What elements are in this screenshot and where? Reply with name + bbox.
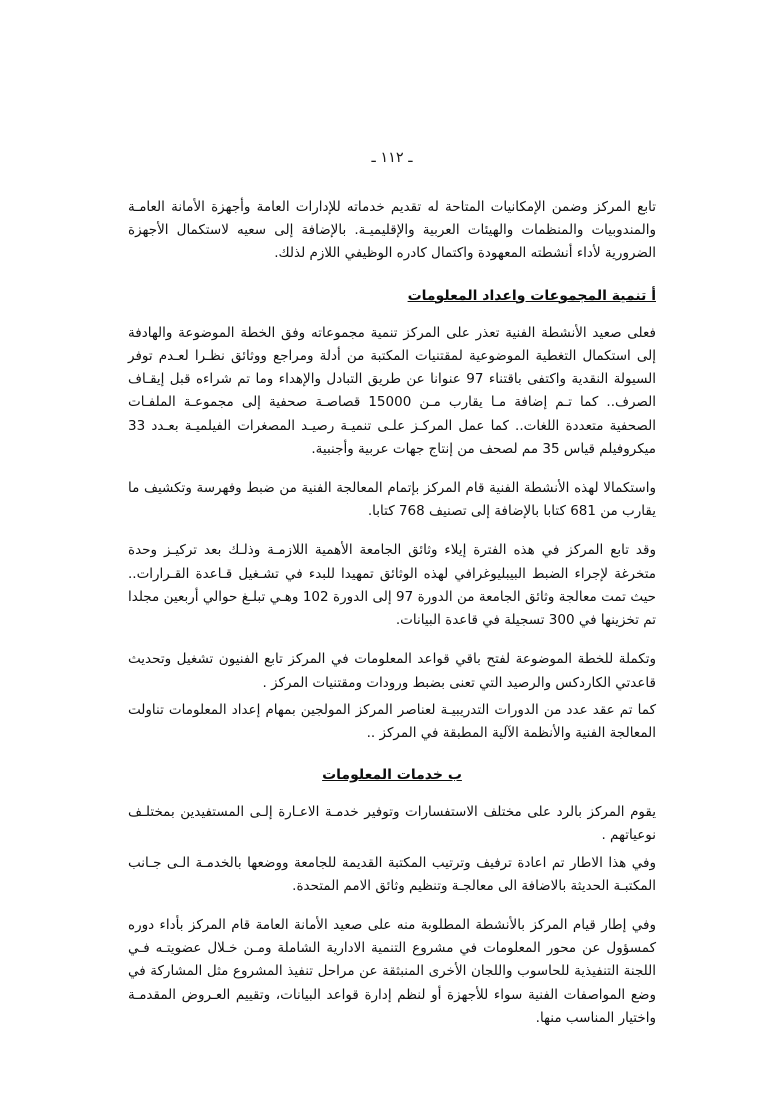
paragraph: وفي إطار قيام المركز بالأنشطة المطلوبة منه على صعيد الأمانة العامة قام المركز بأداء دوره كمسؤول عن محور المعلومات في مشروع التنمية الادارية الشاملة ومـن خـلال عضويتـه فـي اللجنة التنفيذية للحاسوب واللجان الأخرى المنبثقة عن مراحل تنفيذ المشروع مثل المشاركة في وضع المواصفات الفنية سواء للأجهزة أو لنظم إدارة قواعد البيانات، وتقييم العـروض المقدمـة واختيار المناسب منها. [128,917,656,1026]
page-number: ـ ١١٢ ـ [371,150,413,166]
paragraph: تابع المركز وضمن الإمكانيات المتاحة له تقديم خدماته للإدارات العامة وأجهزة الأمانة العامـة والمندوبيات والمنظمات والهيئات العربية والإقليميـة. بالإضافة إلى سعيه لاستكمال الأجهزة الضرورية لأداء أنشطته المعهودة واكتمال كادره الوظيفي اللازم لذلك. [128,199,656,262]
section-heading-a: أ تنمية المجموعات واعداد المعلومات [407,287,656,304]
section-heading-b: ب خدمات المعلومات [322,767,462,784]
paragraph: كما تم عقد عدد من الدورات التدريبيـة لعناصر المركز المولجين بمهام إعداد المعلومات تناولت المعالجة الفنية والأنظمة الآلية المطبقة في المركز .. [128,701,656,741]
page-content [128,150,656,1046]
paragraph: فعلى صعيد الأنشطة الفنية تعذر على المركز تنمية مجموعاته وفق الخطة الموضوعة والهادفة إلى استكمال التغطية الموضوعية لمقتنيات المكتبة من أدلة ومراجع ووثائق نظـرا لعـدم توفر السيولة النقدية واكتفى باقتناء 97 عنوانا عن طريق التبادل والإهداء وما تم شراءه قبل إيقـاف الصرف.. كما تـم إضافة مـا يقارب مـن 15000 قصاصـة صحفية إلى مجموعـة الملفـات الصحفية متعددة اللغات.. كما عمل المركـز علـى تنميـة رصيـد المصغرات الفيلميـة بعـدد 33 ميكروفيلم قياس 35 مم لصحف من إنتاج جهات عربية وأجنبية. [128,324,657,457]
paragraph: وفي هذا الاطار تم اعادة ترفيف وترتيب المكتبة القديمة للجامعة ووضعها بالخدمـة الـى جـانب المكتبـة الحديثة بالاضافة الى معالجـة وتنظيم وثائق الامم المتحدة. [128,854,656,894]
paragraph: واستكمالا لهذه الأنشطة الفنية قام المركز بإتمام المعالجة الفنية من ضبط وفهرسة وتكشيف ما يقارب من 681 كتابا بالإضافة إلى تصنيف 768 كتابا. [128,479,656,520]
paragraph: وقد تابع المركز في هذه الفترة إيلاء وثائق الجامعة الأهمية اللازمـة وذلـك بعد تركيـز وحدة متخرغة لإجراء الضبط البيبليوغرافي لهذه الوثائق تمهيدا للبدء في تشـغيل قـاعدة القـرارات.. حيث تمت معالجة وثائق الجامعة من الدورة 97 إلى الدورة 102 وهـي تبلـغ حوالي أربعين مجلدا تم تخزينها في 300 تسجيلة في قاعدة البيانات. [128,542,656,629]
paragraph: يقوم المركز بالرد على مختلف الاستفسارات وتوفير خدمـة الاعـارة إلـى المستفيدين بمختلـف نوعياتهم . [128,804,656,844]
paragraph: وتكملة للخطة الموضوعة لفتح باقي قواعد المعلومات في المركز تابع الفنيون تشغيل وتحديث قاعدتي الكاردكس والرصيد التي تعنى بضبط ورودات ومقتنيات المركز . [128,651,656,691]
